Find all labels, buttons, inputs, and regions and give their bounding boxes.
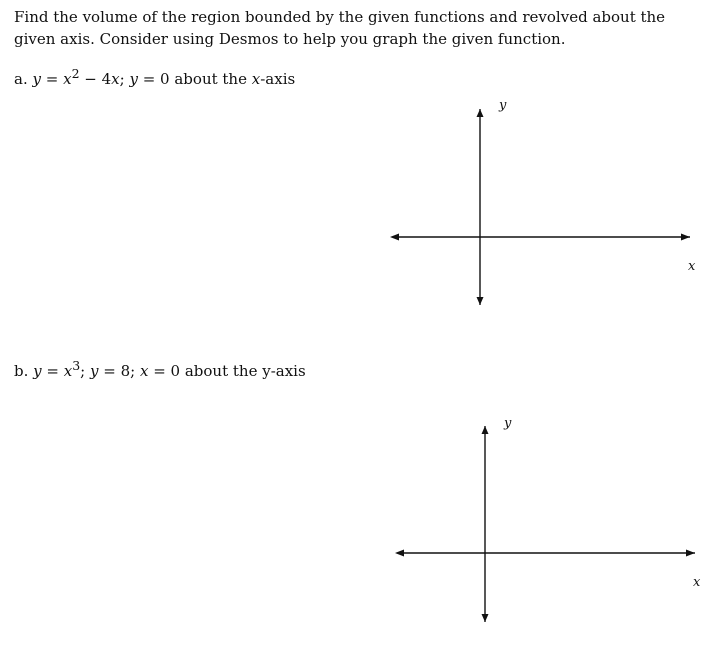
graph-a-x-arrow-left (390, 234, 399, 241)
graph-b-axes (395, 408, 705, 630)
problem-b-var-x2: x (139, 362, 149, 380)
problem-a-var-x: x (63, 70, 72, 88)
problem-a-equals-2: = 0 about the (137, 70, 252, 88)
problem-a-minus: − 4 (79, 70, 112, 88)
graph-b-y-arrow-down (482, 614, 489, 622)
graph-a-x-label: x (688, 259, 696, 274)
graph-b-x-arrow-right (686, 550, 695, 557)
instructions-text: Find the volume of the region bounded by the given functions and revolved about the given axis. Consider using Desmos to help you graph the given function. (14, 8, 666, 48)
problem-a-label: a. (14, 70, 28, 88)
problem-b-label: b. (14, 362, 29, 380)
problem-a-var-y2: y (129, 70, 138, 88)
graph-b-x-arrow-left (395, 550, 404, 557)
problem-b-var-y2: y (90, 362, 99, 380)
graph-a-y-label: y (499, 98, 507, 113)
problem-a-equals: = (40, 70, 64, 88)
graph-b-x-label: x (693, 575, 701, 590)
problem-b-equals-3: = 0 about the y-axis (148, 362, 306, 380)
problem-b-separator: ; (80, 362, 90, 380)
problem-a-exponent: 2 (71, 66, 80, 81)
graph-a-x-arrow-right (681, 234, 690, 241)
problem-b-var-y: y (33, 362, 42, 380)
problem-b-equals-2: = 8; (98, 362, 140, 380)
problem-b (14, 356, 306, 381)
graph-a-y-arrow-down (477, 297, 484, 305)
problem-a-axis-var: x (251, 70, 261, 88)
graph-b-y-label: y (504, 416, 512, 431)
problem-b-exponent: 3 (72, 358, 81, 373)
problem-a-separator: ; (119, 70, 130, 88)
problem-b-var-x: x (63, 362, 73, 380)
problem-a (14, 64, 295, 89)
graph-a-axes (390, 95, 700, 315)
problem-a-axis-suffix: -axis (260, 70, 296, 88)
graph-a-y-arrow-up (477, 109, 484, 117)
problem-b-equals: = (41, 362, 64, 380)
problem-a-var-x2: x (111, 70, 120, 88)
problem-a-var-y: y (32, 70, 41, 88)
graph-b-y-arrow-up (482, 426, 489, 434)
